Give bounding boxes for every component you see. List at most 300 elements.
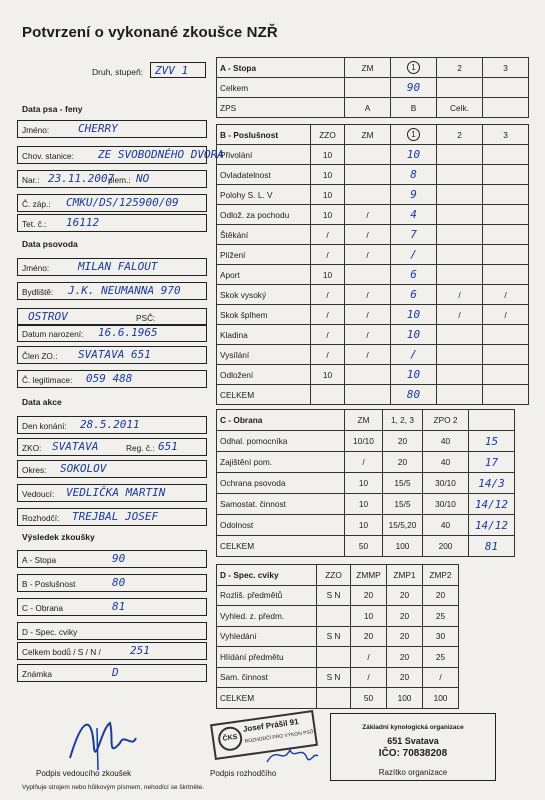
table-cell[interactable]: / [391, 345, 437, 365]
dog-field-value: 23.11.2007 [48, 172, 115, 185]
column-header-label: ZMP2 [429, 569, 452, 580]
dog-field[interactable] [17, 194, 207, 212]
table-cell[interactable]: 25 [423, 606, 459, 627]
row-label: Rozliš. předmětů [217, 585, 317, 606]
org-ico: IČO: 70838208 [378, 748, 448, 759]
table-cell[interactable]: / [483, 285, 529, 305]
handler-field[interactable] [17, 258, 207, 276]
table-cell[interactable]: B [391, 98, 437, 118]
event-field-value: SOKOLOV [60, 462, 107, 475]
column-header-label: ZMMP [356, 569, 381, 580]
table-cell[interactable]: 20 [387, 585, 423, 606]
table-cell[interactable]: 40 [423, 431, 469, 452]
result-field-label: Celkem bodů / S / N / [22, 647, 101, 657]
table-cell[interactable] [345, 385, 391, 405]
table-cell[interactable]: 20 [387, 606, 423, 627]
table-cell[interactable]: 17 [469, 452, 515, 473]
table-cell[interactable] [437, 245, 483, 265]
table-cell[interactable] [483, 385, 529, 405]
table-header-row [217, 58, 529, 78]
event-field-value: TREJBAL JOSEF [72, 510, 159, 523]
table-header-row [217, 125, 529, 145]
column-header [387, 565, 423, 586]
table-row [217, 515, 515, 536]
result-field[interactable] [17, 598, 207, 616]
table-cell[interactable]: / [345, 225, 391, 245]
table-cell[interactable] [483, 205, 529, 225]
section-heading: B - Poslušnost [217, 125, 311, 145]
row-label: ZPS [217, 98, 345, 118]
table-cell[interactable] [345, 185, 391, 205]
event-field[interactable] [17, 438, 207, 456]
table-cell[interactable]: 10 [311, 145, 345, 165]
table-cell[interactable]: 15/5,20 [383, 515, 423, 536]
result-field-label: D - Spec. cviky [22, 627, 78, 637]
table-cell[interactable]: 10 [311, 265, 345, 285]
dog-field[interactable] [17, 120, 207, 138]
table-cell[interactable]: S N [317, 585, 351, 606]
column-header [423, 410, 469, 431]
table-cell[interactable]: / [311, 245, 345, 265]
column-header-label: ZZO [325, 569, 342, 580]
table-cell[interactable]: 9 [391, 185, 437, 205]
column-header [317, 565, 351, 586]
row-label: Sam. činnost [217, 667, 317, 688]
table-row [217, 667, 459, 688]
event-heading: Data akce [22, 397, 62, 407]
row-label: Skok vysoký [217, 285, 311, 305]
table-cell[interactable]: 10 [391, 305, 437, 325]
sectionC-table [216, 409, 515, 557]
row-label: Přivolání [217, 145, 311, 165]
row-label: CELKEM [217, 536, 345, 557]
table-cell[interactable] [317, 647, 351, 668]
section-heading: A - Stopa [217, 58, 345, 78]
table-cell[interactable]: 80 [391, 385, 437, 405]
table-cell[interactable]: 10 [391, 325, 437, 345]
dog-field-value2: NO [136, 172, 150, 185]
table-cell[interactable]: 20 [351, 626, 387, 647]
table-row [217, 647, 459, 668]
table-cell[interactable]: 10 [311, 205, 345, 225]
event-field-label: Den konání: [22, 421, 67, 431]
table-cell[interactable]: / [345, 285, 391, 305]
handler-field-value: 16.6.1965 [98, 326, 158, 339]
table-cell[interactable] [483, 225, 529, 245]
table-cell[interactable]: 20 [383, 431, 423, 452]
event-field-value: 28.5.2011 [80, 418, 140, 431]
table-cell[interactable]: 10 [345, 473, 383, 494]
handler-field[interactable] [17, 324, 207, 342]
column-header-label: ZM [357, 415, 370, 425]
table-cell[interactable] [483, 345, 529, 365]
row-label: Plížení [217, 245, 311, 265]
section-heading: C - Obrana [217, 410, 345, 431]
column-header-label: 1 [407, 128, 420, 141]
judge-signature [262, 740, 322, 770]
table-cell[interactable]: 10/10 [345, 431, 383, 452]
table-cell[interactable] [311, 385, 345, 405]
druh-value: ZVV 1 [155, 64, 189, 77]
table-cell[interactable] [437, 185, 483, 205]
column-header-label: 3 [503, 129, 508, 140]
event-field-label2: Reg. č.: [126, 443, 155, 453]
row-label: Vyhledání [217, 626, 317, 647]
column-header-label: ZM [361, 129, 374, 140]
table-cell[interactable]: / [351, 667, 387, 688]
judge-stamp-role: ROZHODČÍ PRO VÝKON PSŮ [244, 729, 314, 745]
event-field-label: Okres: [22, 465, 47, 475]
result-field-value: 251 [130, 644, 150, 657]
sectionB-table [216, 124, 529, 405]
table-cell[interactable] [483, 245, 529, 265]
row-label: Odložení [217, 365, 311, 385]
handler-field-value: J.K. NEUMANNA 970 [68, 284, 181, 297]
event-field[interactable] [17, 416, 207, 434]
table-row [217, 385, 529, 405]
table-cell[interactable]: 6 [391, 285, 437, 305]
table-cell[interactable]: / [345, 452, 383, 473]
table-cell[interactable]: 100 [387, 688, 423, 709]
table-cell[interactable]: 90 [391, 78, 437, 98]
event-field-value: VEDLIČKA MARTIN [66, 486, 166, 499]
column-header [311, 125, 345, 145]
table-row [217, 536, 515, 557]
table-row [217, 78, 529, 98]
table-cell[interactable]: 15/5 [383, 494, 423, 515]
table-cell[interactable]: 20 [387, 667, 423, 688]
column-header [383, 410, 423, 431]
table-cell[interactable]: 20 [387, 647, 423, 668]
table-row [217, 98, 529, 118]
table-cell[interactable]: 40 [423, 515, 469, 536]
event-field-label: Rozhodčí: [22, 513, 60, 523]
table-cell[interactable]: / [311, 285, 345, 305]
handler-field-label: Bydliště: [22, 287, 54, 297]
table-cell[interactable]: 20 [423, 585, 459, 606]
dog-field-label: Tet. č.: [22, 219, 47, 229]
event-field-value: SVATAVA [52, 440, 99, 453]
result-field-value: D [112, 666, 119, 679]
row-label: CELKEM [217, 688, 317, 709]
sectionA-table [216, 57, 529, 118]
table-cell[interactable]: 50 [345, 536, 383, 557]
table-cell[interactable]: 10 [311, 365, 345, 385]
column-header [423, 565, 459, 586]
dog-field[interactable] [17, 146, 224, 164]
dog-field[interactable] [17, 214, 207, 232]
table-cell[interactable]: 14/12 [469, 494, 515, 515]
table-cell[interactable] [483, 265, 529, 285]
table-row [217, 285, 529, 305]
column-header-label: 2 [457, 129, 462, 140]
table-cell[interactable] [437, 345, 483, 365]
handler-field-label: Datum narození: [22, 329, 84, 339]
event-field-label: Vedoucí: [22, 489, 55, 499]
handler-field[interactable] [17, 370, 207, 388]
row-label: Vyhled. z. předm. [217, 606, 317, 627]
table-cell[interactable]: S N [317, 626, 351, 647]
row-label: Štěkání [217, 225, 311, 245]
row-label: Polohy S. L. V [217, 185, 311, 205]
dog-field-label: Nar.: [22, 175, 40, 185]
table-cell[interactable] [437, 205, 483, 225]
table-cell[interactable]: / [437, 305, 483, 325]
dog-field-label2: plem.: [108, 175, 131, 185]
column-header [345, 125, 391, 145]
table-cell[interactable] [317, 606, 351, 627]
section-heading: D - Spec. cviky [217, 565, 317, 586]
table-cell[interactable]: / [437, 285, 483, 305]
table-cell[interactable]: 10 [391, 145, 437, 165]
page-title: Potvrzení o vykonané zkoušce NZŘ [22, 24, 278, 41]
table-header-row [217, 410, 515, 431]
row-label: Celkem [217, 78, 345, 98]
leader-sign-label: Podpis vedoucího zkoušek [36, 769, 132, 778]
table-cell[interactable] [437, 265, 483, 285]
dog-field-value: 16112 [66, 216, 100, 229]
result-field-label: B - Poslušnost [22, 579, 76, 589]
dog-field-label: Č. záp.: [22, 199, 51, 209]
fill-note: Vyplňuje strojem nebo hůlkovým písmem, nehodící se škrtněte. [22, 784, 205, 791]
table-row [217, 265, 529, 285]
table-cell[interactable]: 14/12 [469, 515, 515, 536]
row-label: Odolnost [217, 515, 345, 536]
row-label: Hlídání předmětu [217, 647, 317, 668]
handler-heading: Data psovoda [22, 239, 78, 249]
result-heading: Výsledek zkoušky [22, 532, 95, 542]
table-cell[interactable]: 10 [311, 185, 345, 205]
handler-field-label: Č. legitimace: [22, 375, 73, 385]
table-cell[interactable] [345, 165, 391, 185]
table-row [217, 431, 515, 452]
table-cell[interactable]: Celk. [437, 98, 483, 118]
table-cell[interactable] [437, 325, 483, 345]
org-stamp-label: Razítko organizace [378, 768, 448, 777]
row-label: Odlož. za pochodu [217, 205, 311, 225]
table-row [217, 205, 529, 225]
handler-field-value: 059 488 [86, 372, 133, 385]
handler-field-value: SVATAVA 651 [78, 348, 151, 361]
table-row [217, 365, 529, 385]
table-cell[interactable]: / [345, 245, 391, 265]
column-header-label: 3 [503, 62, 508, 73]
table-cell[interactable]: A [345, 98, 391, 118]
result-field[interactable] [17, 642, 207, 660]
table-cell[interactable]: / [345, 325, 391, 345]
table-cell[interactable]: 10 [391, 365, 437, 385]
column-header-label: ZZO [319, 129, 336, 140]
result-field[interactable] [17, 622, 207, 640]
column-header-label: 1, 2, 3 [390, 415, 415, 425]
row-label: Ovladatelnost [217, 165, 311, 185]
table-cell[interactable] [437, 145, 483, 165]
table-cell[interactable] [437, 225, 483, 245]
result-field-label: C - Obrana [22, 603, 64, 613]
table-cell[interactable]: / [483, 305, 529, 325]
table-cell[interactable] [345, 78, 391, 98]
table-cell[interactable]: / [345, 205, 391, 225]
column-header [345, 410, 383, 431]
table-cell[interactable]: / [311, 325, 345, 345]
handler-field-value: OSTROV [28, 310, 68, 323]
table-cell[interactable]: / [311, 225, 345, 245]
table-cell[interactable]: 10 [345, 494, 383, 515]
table-row [217, 473, 515, 494]
event-field[interactable] [17, 460, 207, 478]
result-field[interactable] [17, 550, 207, 568]
row-label: Ochrana psovoda [217, 473, 345, 494]
column-header [483, 58, 529, 78]
table-cell[interactable] [483, 325, 529, 345]
table-cell[interactable] [437, 165, 483, 185]
table-cell[interactable]: 30 [423, 626, 459, 647]
column-header [483, 125, 529, 145]
table-cell[interactable] [483, 145, 529, 165]
result-field-label: Známka [22, 669, 52, 679]
table-cell[interactable]: 15 [469, 431, 515, 452]
table-cell[interactable] [437, 78, 483, 98]
table-cell[interactable] [483, 165, 529, 185]
leader-signature [62, 708, 142, 773]
row-label: Skok šplhem [217, 305, 311, 325]
handler-field-value: MILAN FALOUT [78, 260, 158, 273]
table-cell[interactable]: 15/5 [383, 473, 423, 494]
table-cell[interactable] [437, 365, 483, 385]
table-header-row [217, 565, 459, 586]
column-header-label: ZMP1 [393, 569, 416, 580]
table-cell[interactable]: 81 [469, 536, 515, 557]
column-header [391, 58, 437, 78]
table-cell[interactable]: 6 [391, 265, 437, 285]
table-row [217, 325, 529, 345]
table-cell[interactable]: 25 [423, 647, 459, 668]
table-row [217, 145, 529, 165]
table-cell[interactable]: 10 [351, 606, 387, 627]
row-label: Vysílání [217, 345, 311, 365]
dog-field-value: CHERRY [78, 122, 118, 135]
table-cell[interactable]: 8 [391, 165, 437, 185]
table-cell[interactable]: / [311, 305, 345, 325]
column-header [437, 125, 483, 145]
column-header [391, 125, 437, 145]
row-label: Samostat. činnost [217, 494, 345, 515]
table-row [217, 585, 459, 606]
handler-field[interactable] [17, 346, 207, 364]
table-cell[interactable]: / [311, 345, 345, 365]
column-header [469, 410, 515, 431]
table-cell[interactable] [345, 365, 391, 385]
table-cell[interactable]: S N [317, 667, 351, 688]
column-header-label: 2 [457, 62, 462, 73]
table-row [217, 305, 529, 325]
table-cell[interactable]: 4 [391, 205, 437, 225]
result-field[interactable] [17, 574, 207, 592]
result-field[interactable] [17, 664, 207, 682]
column-header-label: ZPO 2 [433, 415, 458, 425]
column-header-label: 1 [407, 61, 420, 74]
result-field-value: 90 [112, 552, 126, 565]
table-cell[interactable]: / [391, 245, 437, 265]
dog-field-value: CMKU/DS/125900/09 [66, 196, 179, 209]
table-cell[interactable]: 20 [387, 626, 423, 647]
table-cell[interactable] [345, 265, 391, 285]
table-cell[interactable] [437, 385, 483, 405]
dog-field-value: ZE SVOBODNÉHO DVORA [98, 148, 224, 161]
table-cell[interactable] [483, 98, 529, 118]
table-cell[interactable] [345, 145, 391, 165]
table-cell[interactable]: / [423, 667, 459, 688]
column-header [437, 58, 483, 78]
table-row [217, 225, 529, 245]
judge-stamp-name: Josef Prášil 91 [242, 717, 300, 734]
table-cell[interactable]: 20 [383, 452, 423, 473]
event-field-label: ZKO: [22, 443, 42, 453]
druh-field[interactable] [150, 62, 206, 78]
table-cell[interactable]: 50 [351, 688, 387, 709]
judge-stamp: ČKS Josef Prášil 91 ROZHODČÍ PRO VÝKON PSŮ [210, 710, 318, 760]
table-row [217, 185, 529, 205]
column-header [351, 565, 387, 586]
table-cell[interactable] [317, 688, 351, 709]
table-cell[interactable]: 7 [391, 225, 437, 245]
handler-field-label2: PSČ: [136, 313, 156, 323]
table-row [217, 245, 529, 265]
table-row [217, 452, 515, 473]
table-cell[interactable]: / [351, 647, 387, 668]
org-stamp-box [330, 713, 496, 781]
table-row [217, 688, 459, 709]
table-cell[interactable]: / [345, 345, 391, 365]
table-cell[interactable] [483, 78, 529, 98]
table-cell[interactable]: 14/3 [469, 473, 515, 494]
table-cell[interactable] [483, 365, 529, 385]
column-header [345, 58, 391, 78]
table-cell[interactable]: 100 [423, 688, 459, 709]
table-row [217, 626, 459, 647]
event-field[interactable] [17, 508, 207, 526]
dog-heading: Data psa - feny [22, 104, 83, 114]
dog-field[interactable] [17, 170, 207, 188]
table-cell[interactable]: 40 [423, 452, 469, 473]
table-cell[interactable]: 100 [383, 536, 423, 557]
result-field-value: 80 [112, 576, 126, 589]
handler-field-label: Člen ZO.: [22, 351, 58, 361]
handler-field-label: Jméno: [22, 263, 50, 273]
event-field[interactable] [17, 484, 207, 502]
org-name: Základní kynologická organizace [362, 724, 464, 731]
row-label: Aport [217, 265, 311, 285]
druh-label: Druh, stupeň: [92, 67, 144, 77]
table-cell[interactable]: 200 [423, 536, 469, 557]
table-row [217, 165, 529, 185]
handler-field[interactable] [17, 282, 207, 300]
event-field-value2: 651 [158, 440, 178, 453]
row-label: Zajištění pom. [217, 452, 345, 473]
dog-field-label: Chov. stanice: [22, 151, 74, 161]
table-cell[interactable] [483, 185, 529, 205]
row-label: Odhal. pomocníka [217, 431, 345, 452]
table-cell[interactable]: 10 [345, 515, 383, 536]
sectionD-table [216, 564, 459, 709]
table-row [217, 494, 515, 515]
table-cell[interactable]: 20 [351, 585, 387, 606]
table-cell[interactable]: 10 [311, 165, 345, 185]
table-cell[interactable]: 30/10 [423, 473, 469, 494]
table-cell[interactable]: 30/10 [423, 494, 469, 515]
table-cell[interactable]: / [345, 305, 391, 325]
table-row [217, 606, 459, 627]
